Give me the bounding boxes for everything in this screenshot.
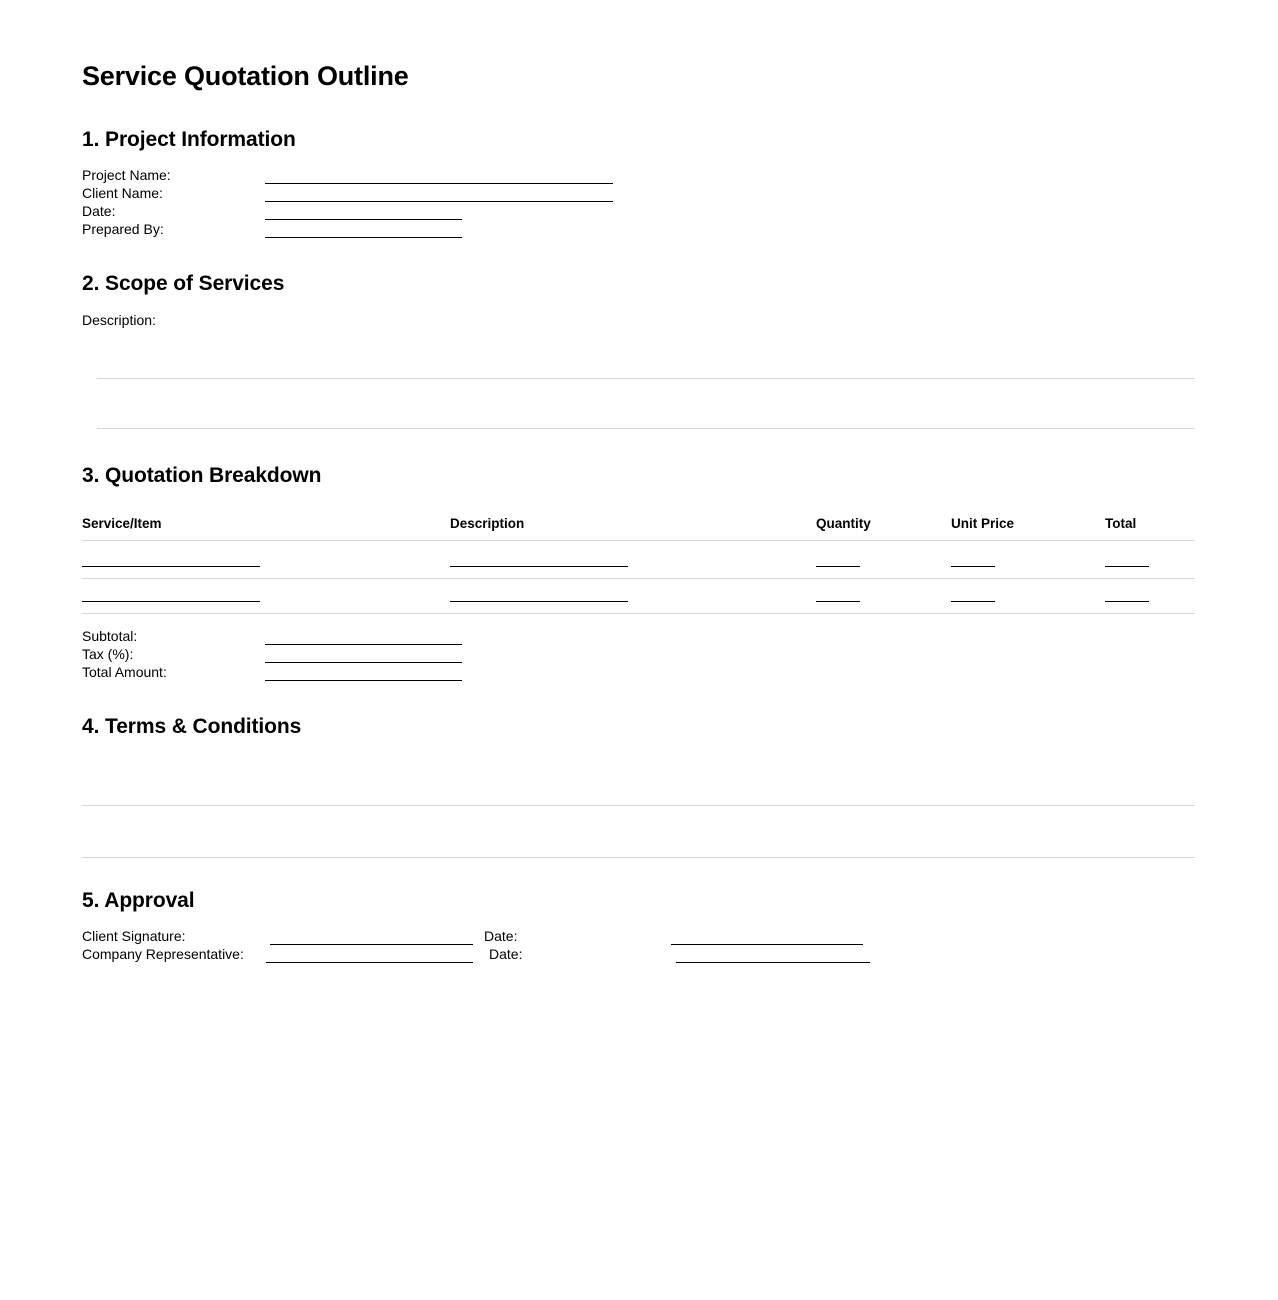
input-row2-quantity[interactable] (816, 601, 860, 602)
label-prepared-by: Prepared By: (82, 221, 164, 237)
label-total-amount: Total Amount: (82, 664, 167, 680)
input-company-representative[interactable] (266, 962, 473, 963)
section-heading-scope-of-services: 2. Scope of Services (82, 272, 285, 295)
label-scope-description: Description: (82, 312, 156, 328)
page-title: Service Quotation Outline (82, 61, 409, 91)
table-header-divider (82, 540, 1195, 541)
input-row1-unit-price[interactable] (951, 566, 995, 567)
input-date[interactable] (265, 219, 462, 220)
input-row1-description[interactable] (450, 566, 628, 567)
input-project-name[interactable] (265, 183, 613, 184)
label-project-name: Project Name: (82, 167, 171, 183)
terms-line-1[interactable] (82, 805, 1195, 806)
input-company-representative-date[interactable] (676, 962, 870, 963)
input-row2-service-item[interactable] (82, 601, 260, 602)
input-row2-total[interactable] (1105, 601, 1149, 602)
label-client-name: Client Name: (82, 185, 163, 201)
input-client-signature-date[interactable] (671, 944, 863, 945)
input-row1-quantity[interactable] (816, 566, 860, 567)
table-row-divider-1 (82, 578, 1195, 579)
input-row1-total[interactable] (1105, 566, 1149, 567)
label-tax-percent: Tax (%): (82, 646, 134, 662)
input-row2-description[interactable] (450, 601, 628, 602)
column-header-quantity: Quantity (816, 516, 871, 531)
input-prepared-by[interactable] (265, 237, 462, 238)
terms-line-2[interactable] (82, 857, 1195, 858)
input-subtotal[interactable] (265, 644, 462, 645)
column-header-unit-price: Unit Price (951, 516, 1015, 531)
label-client-signature-date: Date: (484, 928, 518, 944)
label-subtotal: Subtotal: (82, 628, 138, 644)
scope-description-line-1[interactable] (97, 378, 1195, 379)
column-header-total: Total (1105, 516, 1137, 531)
label-date: Date: (82, 203, 116, 219)
input-tax-percent[interactable] (265, 662, 462, 663)
table-row-divider-2 (82, 613, 1195, 614)
input-client-signature[interactable] (270, 944, 473, 945)
section-heading-terms-and-conditions: 4. Terms & Conditions (82, 715, 302, 738)
column-header-service-item: Service/Item (82, 516, 162, 531)
label-client-signature: Client Signature: (82, 928, 186, 944)
label-company-representative-date: Date: (489, 946, 523, 962)
column-header-description: Description (450, 516, 525, 531)
label-company-representative: Company Representative: (82, 946, 244, 962)
input-row1-service-item[interactable] (82, 566, 260, 567)
section-heading-approval: 5. Approval (82, 889, 195, 912)
input-total-amount[interactable] (265, 680, 462, 681)
scope-description-line-2[interactable] (97, 428, 1195, 429)
input-client-name[interactable] (265, 201, 613, 202)
section-heading-project-information: 1. Project Information (82, 128, 296, 151)
section-heading-quotation-breakdown: 3. Quotation Breakdown (82, 464, 322, 487)
input-row2-unit-price[interactable] (951, 601, 995, 602)
